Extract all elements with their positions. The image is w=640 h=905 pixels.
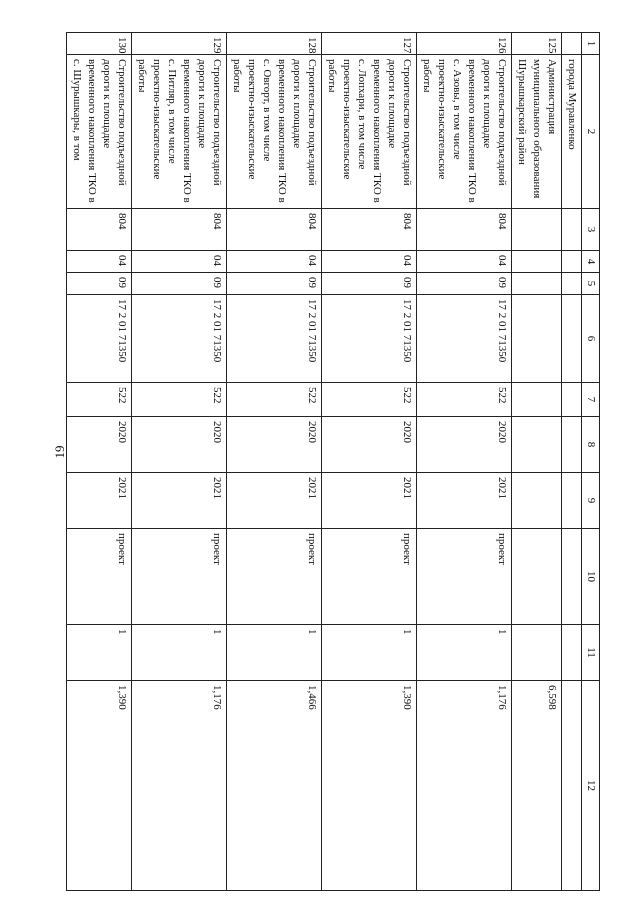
cell-col4: 04 [417,251,512,273]
object-name: Строительство подъездной дороги к площадке временного накопления ТКО в с. Лопхари, в том числе проектно-изыскательские работы [322,55,417,209]
cell-col3: 804 [322,209,417,251]
cell-col10: проект [322,529,417,625]
rotated-table-container [71,32,600,890]
empty-cell [562,295,582,383]
cell-col9: 2021 [417,473,512,529]
subheader-text: города Муравленко [562,55,582,209]
cell-col5: 09 [227,273,322,295]
cell-col3: 804 [417,209,512,251]
cell-col3: 804 [67,209,132,251]
cell-col5 [512,273,562,295]
col-num: 10 [582,529,600,625]
col-num: 6 [582,295,600,383]
row-number: 130 [67,33,132,55]
cell-col6: 17 2 01 71350 [417,295,512,383]
col-num: 1 [582,33,600,55]
cell-col7: 522 [227,383,322,417]
col-num: 9 [582,473,600,529]
empty-cell [562,625,582,681]
cell-col5: 09 [322,273,417,295]
cell-col3: 804 [227,209,322,251]
col-num: 4 [582,251,600,273]
cell-col4: 04 [322,251,417,273]
cell-col5: 09 [132,273,227,295]
cell-col6: 17 2 01 71350 [322,295,417,383]
object-name: Строительство подъездной дороги к площадке временного накопления ТКО в с. Азовы, в том числе проектно-изыскательские работы [417,55,512,209]
cell-col7: 522 [322,383,417,417]
empty-cell [562,473,582,529]
data-table [66,32,600,891]
cell-col9 [512,473,562,529]
page-number: 19 [52,445,67,459]
cell-col6: 17 2 01 71350 [67,295,132,383]
cell-col7: 522 [417,383,512,417]
cell-col10 [512,529,562,625]
cell-col12: 1,390 [322,681,417,891]
column-number-row [582,33,600,891]
empty-cell [562,529,582,625]
row-number: 125 [512,33,562,55]
cell-col4: 04 [67,251,132,273]
cell-col8 [512,417,562,473]
cell-col10: проект [417,529,512,625]
col-num: 8 [582,417,600,473]
cell-col9: 2021 [132,473,227,529]
table-row [227,33,322,891]
cell-col5: 09 [417,273,512,295]
empty-cell [562,417,582,473]
empty-cell [562,33,582,55]
table-row [67,33,132,891]
row-number: 128 [227,33,322,55]
table-row [512,33,562,891]
cell-col8: 2020 [132,417,227,473]
cell-col8: 2020 [417,417,512,473]
cell-col6: 17 2 01 71350 [132,295,227,383]
cell-col7: 522 [67,383,132,417]
cell-col9: 2021 [227,473,322,529]
cell-col4: 04 [132,251,227,273]
col-num: 5 [582,273,600,295]
cell-col9: 2021 [322,473,417,529]
cell-col12: 1,390 [67,681,132,891]
cell-col11: 1 [417,625,512,681]
object-name: Строительство подъездной дороги к площадке временного накопления ТКО в с. Шурышкары, в том [67,55,132,209]
cell-col11: 1 [67,625,132,681]
table-row [322,33,417,891]
empty-cell [562,273,582,295]
cell-col9: 2021 [67,473,132,529]
cell-col7 [512,383,562,417]
col-num: 7 [582,383,600,417]
table-row [132,33,227,891]
cell-col11 [512,625,562,681]
cell-col12: 6,598 [512,681,562,891]
cell-col10: проект [132,529,227,625]
cell-col11: 1 [322,625,417,681]
object-name: Строительство подъездной дороги к площадке временного накопления ТКО в с. Овгорт, в том числе проектно-изыскательские работы [227,55,322,209]
cell-col12: 1,466 [227,681,322,891]
empty-cell [562,681,582,891]
cell-col11: 1 [227,625,322,681]
cell-col8: 2020 [227,417,322,473]
col-num: 2 [582,55,600,209]
table-row [417,33,512,891]
cell-col4: 04 [227,251,322,273]
empty-cell [562,251,582,273]
cell-col6: 17 2 01 71350 [227,295,322,383]
cell-col8: 2020 [67,417,132,473]
cell-col3: 804 [132,209,227,251]
col-num: 12 [582,681,600,891]
cell-col11: 1 [132,625,227,681]
row-number: 126 [417,33,512,55]
cell-col6 [512,295,562,383]
cell-col10: проект [227,529,322,625]
cell-col8: 2020 [322,417,417,473]
col-num: 3 [582,209,600,251]
row-number: 129 [132,33,227,55]
cell-col7: 522 [132,383,227,417]
object-name: Строительство подъездной дороги к площадке временного накопления ТКО в с. Питляр, в том числе проектно-изыскательские работы [132,55,227,209]
empty-cell [562,209,582,251]
cell-col3 [512,209,562,251]
row-number: 127 [322,33,417,55]
empty-cell [562,383,582,417]
cell-col12: 1,176 [417,681,512,891]
col-num: 11 [582,625,600,681]
object-name: Администрация муниципального образования Шурышкарский район [512,55,562,209]
cell-col12: 1,176 [132,681,227,891]
subheader-row [562,33,582,891]
cell-col5: 09 [67,273,132,295]
cell-col10: проект [67,529,132,625]
cell-col4 [512,251,562,273]
